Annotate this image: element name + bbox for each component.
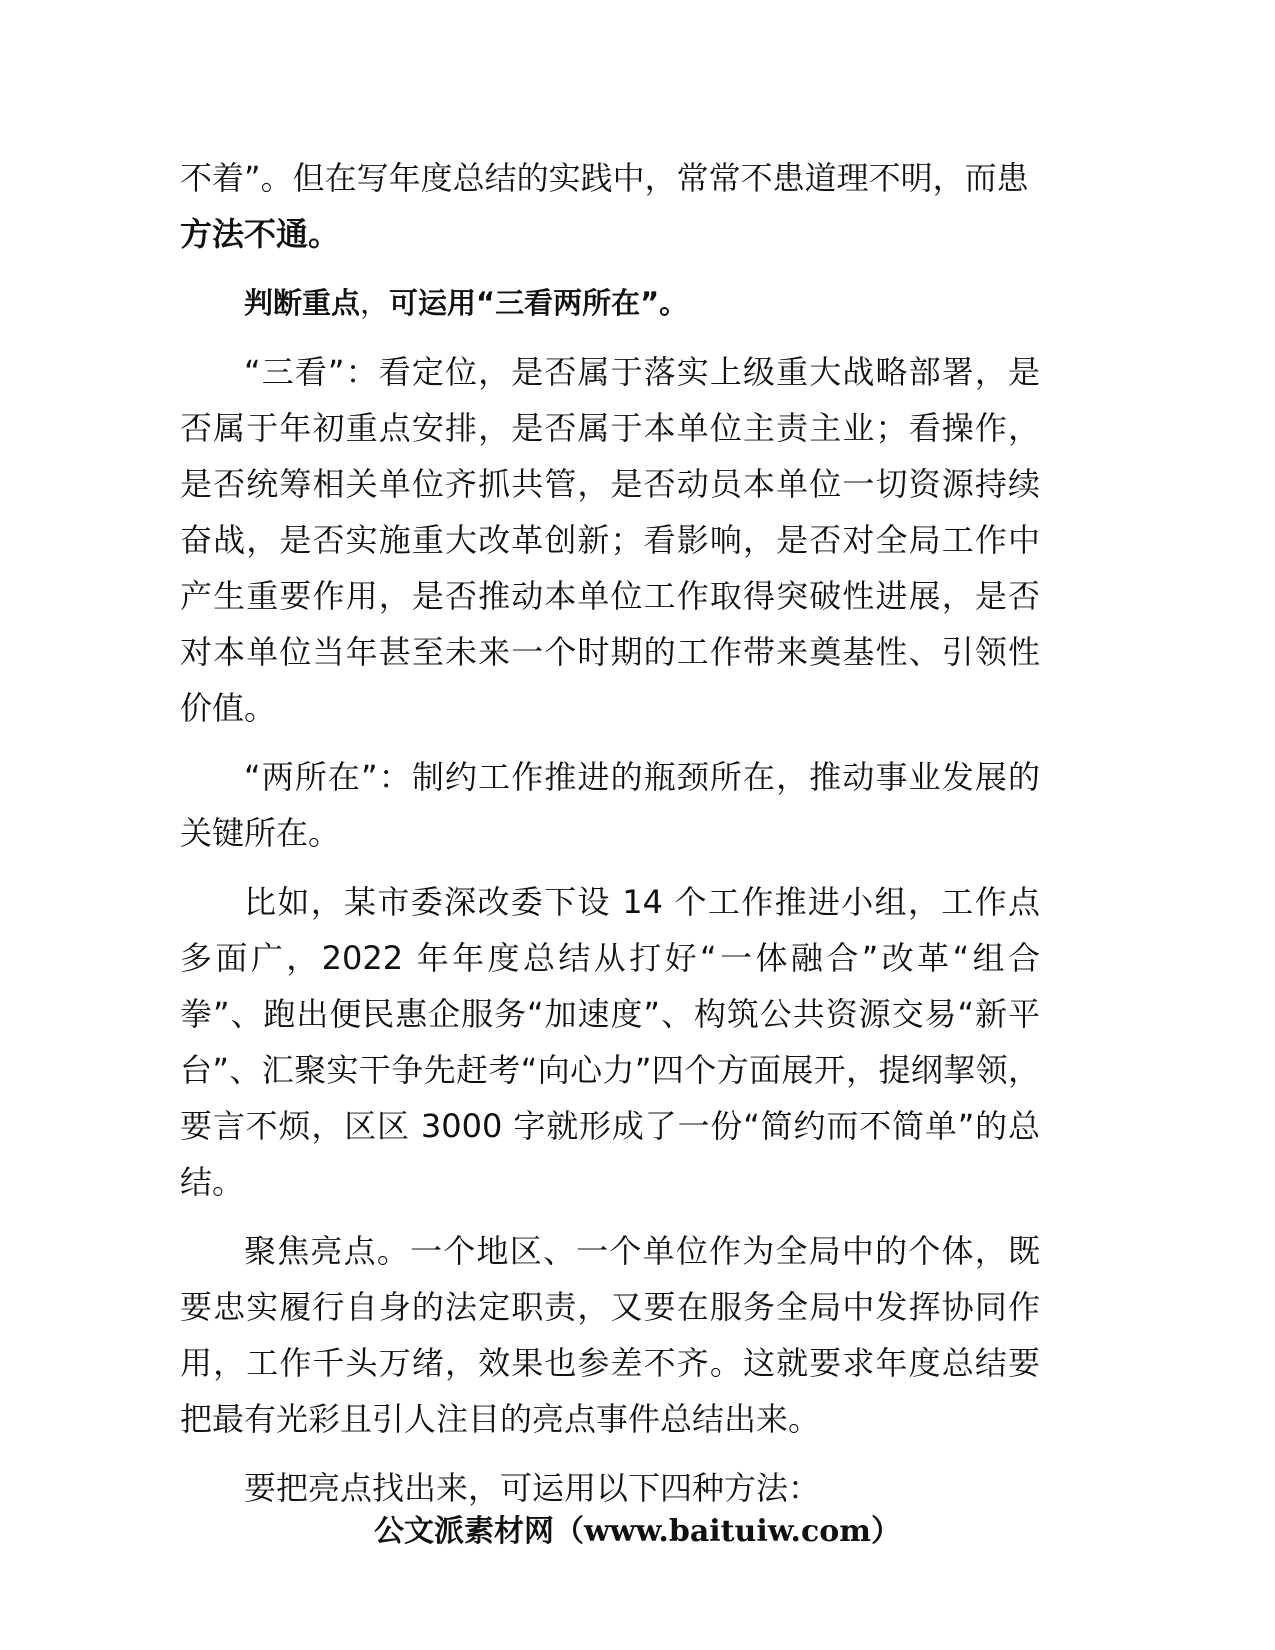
paragraph-2-part-c: 可运用“三看两所在”。: [389, 286, 689, 320]
paragraph-4: “两所在”：制约工作推进的瓶颈所在，推动事业发展的关键所在。: [180, 758, 1040, 852]
paragraph-3: “三看”：看定位，是否属于落实上级重大战略部署，是否属于年初重点安排，是否属于本单位主责主业；看操作，是否统筹相关单位齐抓共管，是否动员本单位一切资源持续奋战，是否实施重大改革创新；看影响，是否对全局工作中产生重要作用，是否推动本单位工作取得突破性进展，是否对本单位当年甚至未来一个时期的工作带来奠基性、引领性价值。: [180, 353, 1040, 727]
paragraph-1-line-1: 不着”。但在写年度总结的实践中，常常不患道理不明，而患: [180, 159, 1029, 197]
paragraph-7: 要把亮点找出来，可运用以下四种方法：: [244, 1469, 821, 1507]
footer-watermark: 公文派素材网（www.baituiw.com）: [373, 1514, 902, 1549]
paragraph-6: 聚焦亮点。一个地区、一个单位作为全局中的个体，既要忠实履行自身的法定职责，又要在服务全局中发挥协同作用，工作千头万绪，效果也参差不齐。这就要求年度总结要把最有光彩且引人注目的亮点事件总结出来。: [180, 1232, 1040, 1438]
paragraph-5: 比如，某市委深改委下设 14 个工作推进小组，工作点多面广，2022 年年度总结从打好“一体融合”改革“组合拳”、跑出便民惠企服务“加速度”、构筑公共资源交易“新平台”、汇聚实干争先赶考“向心力”四个方面展开，提纲挈领，要言不烦，区区 3000 字就形成了一份“简约而不简单”的总结。: [180, 883, 1040, 1201]
paragraph-2-part-a: 判断重点: [244, 286, 361, 320]
paragraph-1: [180, 150, 1040, 262]
paragraph-2-part-b: ，: [360, 286, 390, 320]
document-body: [180, 150, 1040, 1529]
paragraph-1-line-2: 方法不通。: [180, 215, 341, 253]
paragraph-2: [180, 275, 1040, 331]
